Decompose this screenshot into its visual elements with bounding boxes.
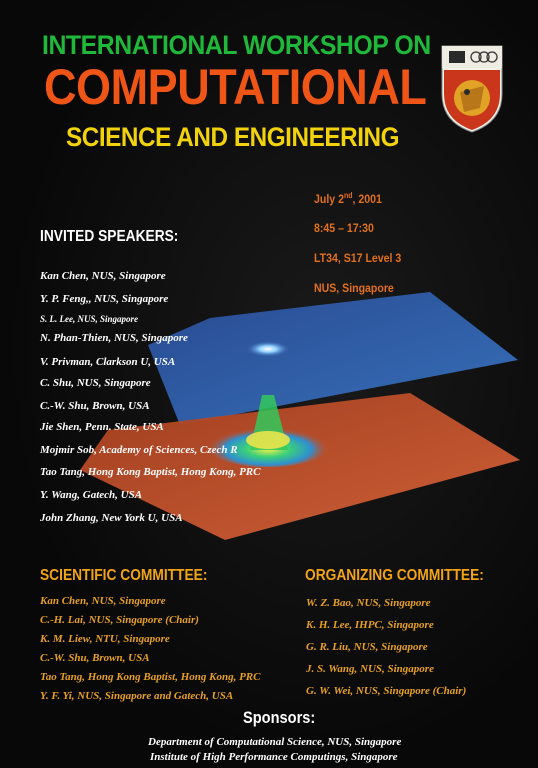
speaker-item: Jie Shen, Penn. State, USA	[40, 421, 164, 433]
speaker-item: Mojmir Sob, Academy of Sciences, Czech R	[40, 444, 238, 456]
committee-member: Tao Tang, Hong Kong Baptist, Hong Kong, PRC	[40, 671, 261, 683]
title-line-1: INTERNATIONAL WORKSHOP ON	[42, 30, 431, 60]
committee-member: W. Z. Bao, NUS, Singapore	[306, 597, 431, 609]
sponsors-heading: Sponsors:	[243, 708, 316, 727]
event-venue: LT34, S17 Level 3	[314, 251, 402, 265]
speaker-item: Y. P. Feng,, NUS, Singapore	[40, 293, 169, 305]
committee-member: G. W. Wei, NUS, Singapore (Chair)	[306, 685, 467, 697]
speaker-item: John Zhang, New York U, USA	[40, 512, 183, 524]
speaker-item: Y. Wang, Gatech, USA	[40, 489, 143, 501]
crest-logo	[440, 42, 504, 134]
committee-member: J. S. Wang, NUS, Singapore	[306, 663, 434, 675]
committee-member: Kan Chen, NUS, Singapore	[40, 595, 166, 607]
speaker-item: C.-W. Shu, Brown, USA	[40, 400, 150, 412]
event-date	[314, 191, 382, 206]
sponsor-item: Department of Computational Science, NUS, Singapore	[148, 736, 402, 748]
scientific-committee-heading: SCIENTIFIC COMMITTEE:	[40, 567, 208, 584]
peak-glow	[246, 431, 290, 449]
organizing-committee-heading: ORGANIZING COMMITTEE:	[305, 567, 484, 584]
speaker-item: C. Shu, NUS, Singapore	[40, 377, 151, 389]
invited-speakers-heading: INVITED SPEAKERS:	[40, 228, 179, 245]
upper-plane-dip	[246, 341, 290, 357]
speaker-item: N. Phan-Thien, NUS, Singapore	[40, 332, 188, 344]
committee-member: C.-H. Lai, NUS, Singapore (Chair)	[40, 614, 199, 626]
committee-member: K. H. Lee, IHPC, Singapore	[306, 619, 434, 631]
event-date-suffix: nd	[343, 191, 353, 200]
speaker-item: Tao Tang, Hong Kong Baptist, Hong Kong, PRC	[40, 466, 261, 478]
title-line-2: COMPUTATIONAL	[44, 59, 427, 115]
title-line-3: SCIENCE AND ENGINEERING	[66, 122, 400, 152]
speaker-item: Kan Chen, NUS, Singapore	[40, 270, 166, 282]
event-date-text: July 2	[314, 192, 344, 206]
committee-member: K. M. Liew, NTU, Singapore	[40, 633, 170, 645]
committee-member: C.-W. Shu, Brown, USA	[40, 652, 150, 664]
speaker-item: V. Privman, Clarkson U, USA	[40, 356, 176, 368]
committee-member: G. R. Liu, NUS, Singapore	[306, 641, 428, 653]
sponsor-item: Institute of High Performance Computings, Singapore	[150, 751, 398, 763]
event-time: 8:45 – 17:30	[314, 221, 374, 235]
committee-member: Y. F. Yi, NUS, Singapore and Gatech, USA	[40, 690, 234, 702]
event-date-year: , 2001	[352, 192, 382, 206]
event-place: NUS, Singapore	[314, 281, 394, 295]
speaker-item: S. L. Lee, NUS, Singapore	[40, 314, 139, 324]
